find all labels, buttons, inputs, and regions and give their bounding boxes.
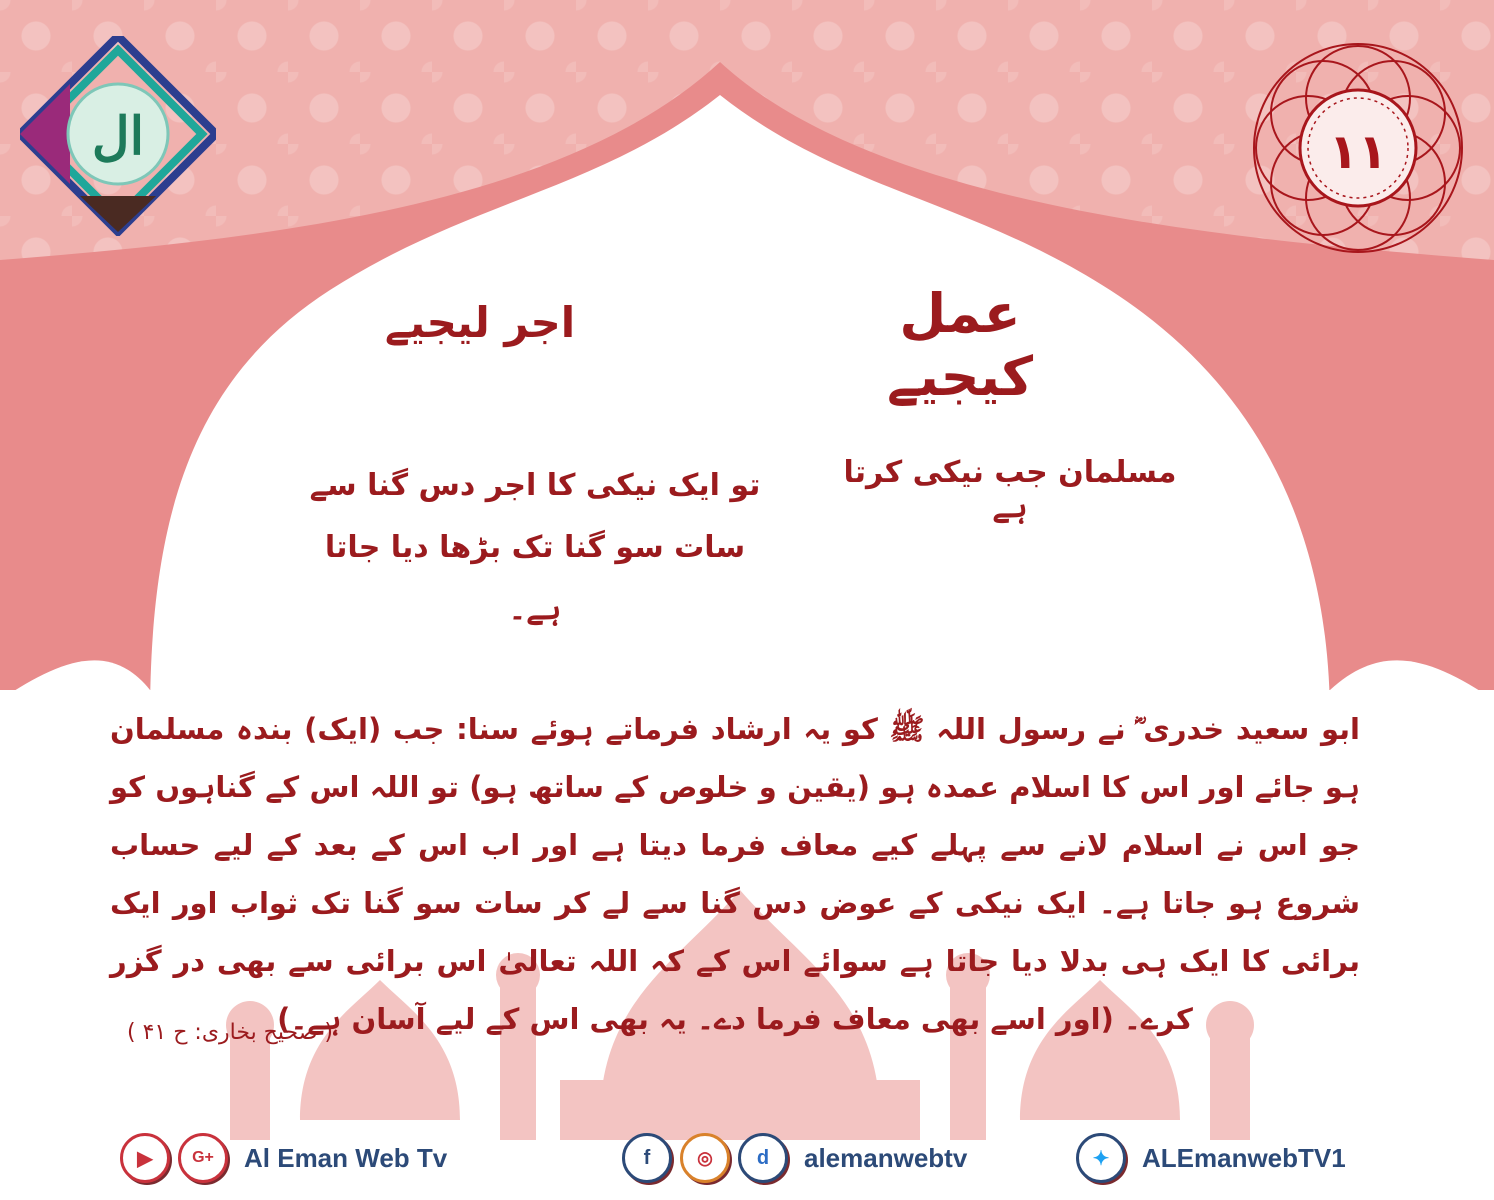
facebook-icon[interactable]: f bbox=[622, 1133, 672, 1183]
hadith-text: ابو سعید خدری ؓ نے رسول اللہ ﷺ کو یہ ارشاد فرماتے ہوئے سنا: جب (ایک) بندہ مسلمان ہو جائے اور اس کا اسلام عمدہ ہو (یقین و خلوص کے ساتھ ہو) تو اللہ اس کے گناہوں کو جو اس نے اسلام لانے سے پہلے کیے معاف فرما دیتا ہے اور اب اس کے بعد کے لیے حساب شروع ہو جاتا ہے۔ ایک نیکی کے عوض دس گنا سے لے کر سات سو گنا تک ثواب اور ایک برائی کا ایک ہی بدلا دیا جاتا ہے سوائے اس کے کہ اللہ تعالیٰ اس برائی سے بھی در گزر کرے۔ (اور اسے بھی معاف فرما دے۔ یہ بھی اس کے لیے آسان ہے۔) bbox=[110, 712, 1360, 1036]
deed-text: مسلمان جب نیکی کرتا ہے bbox=[843, 455, 1177, 525]
social-group-fb-insta-dm bbox=[622, 1130, 967, 1186]
hadith-reference: ( صحیح بخاری: ح ۴۱ ) bbox=[127, 1020, 333, 1045]
google-plus-icon[interactable]: G+ bbox=[178, 1133, 228, 1183]
social-group-twitter bbox=[1076, 1130, 1346, 1186]
social-group-youtube-gplus bbox=[120, 1130, 447, 1186]
day-number: ١١ bbox=[1328, 124, 1388, 180]
al-eman-logo bbox=[20, 36, 216, 236]
twitter-icon[interactable]: ✦ bbox=[1076, 1133, 1126, 1183]
instagram-icon[interactable]: ◎ bbox=[680, 1133, 730, 1183]
handle-alemanwebtv[interactable]: alemanwebtv bbox=[804, 1142, 968, 1173]
handle-alemanwebtv1[interactable]: ALEmanwebTV1 bbox=[1142, 1142, 1346, 1173]
dailymotion-icon[interactable]: d bbox=[738, 1133, 788, 1183]
youtube-icon[interactable]: ▶ bbox=[120, 1133, 170, 1183]
reward-text: تو ایک نیکی کا اجر دس گنا سے سات سو گنا تک بڑھا دیا جاتا ہے۔ bbox=[309, 468, 761, 627]
day-number-badge bbox=[1248, 38, 1468, 258]
heading-ajr-lijiye: اجر لیجیے bbox=[384, 298, 576, 347]
heading-amal-kijiye: عمل کیجیے bbox=[886, 282, 1034, 408]
handle-al-eman-web-tv[interactable]: Al Eman Web Tv bbox=[244, 1142, 448, 1173]
svg-text:ال: ال bbox=[91, 106, 145, 167]
